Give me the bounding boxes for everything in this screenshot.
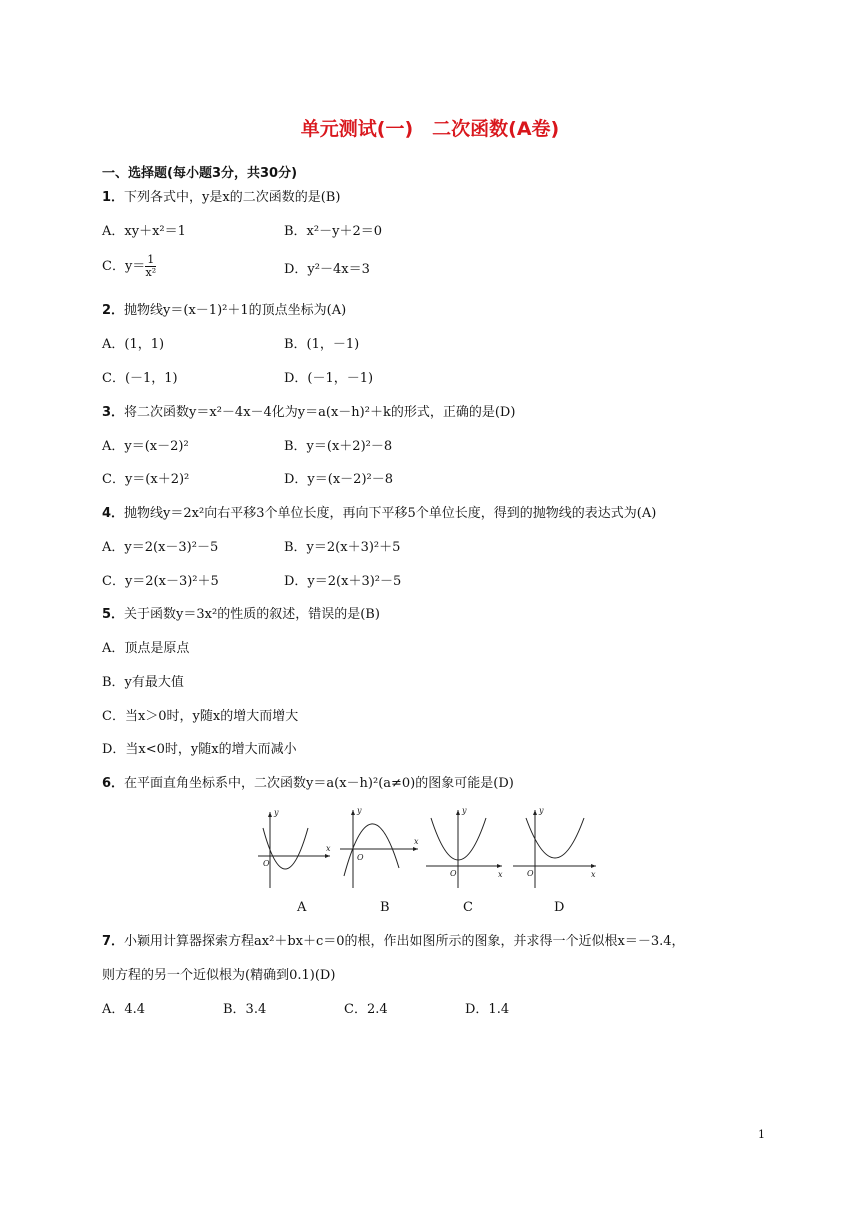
y-label: y <box>462 806 467 815</box>
x-axis-arrow <box>325 854 330 858</box>
page-number: 1 <box>758 1128 765 1141</box>
question-text: 抛物线y＝2x²向右平移3个单位长度，再向下平移5个单位长度，得到的抛物线的表达式为(A) <box>124 506 657 521</box>
x-axis-arrow <box>413 847 418 851</box>
question-3 <box>102 404 515 422</box>
option-a: A．4.4 <box>102 1002 146 1017</box>
graph-label-c: C <box>463 900 473 915</box>
origin-label: O <box>357 853 364 862</box>
option-a: A．(1，1) <box>102 337 165 352</box>
question-text: 下列各式中，y是x的二次函数的是(B) <box>124 190 341 205</box>
question-number: 7． <box>102 934 125 949</box>
graph-d <box>513 806 596 888</box>
y-label: y <box>274 808 279 817</box>
option-a: A．y＝(x－2)² <box>102 439 189 454</box>
option-b: B．(1，－1) <box>284 337 360 352</box>
section-heading: 一、选择题(每小题3分，共30分) <box>102 166 298 181</box>
x-label: x <box>326 844 331 853</box>
option-d: D．y＝2(x＋3)²－5 <box>284 574 402 589</box>
option-b: B．y＝(x＋2)²－8 <box>284 439 393 454</box>
question-number: 3． <box>102 405 125 420</box>
question-number: 1． <box>102 190 125 205</box>
option-b: B．y＝2(x＋3)²＋5 <box>284 540 401 555</box>
question-2 <box>102 302 346 320</box>
x-axis-arrow <box>591 864 596 868</box>
option-b: B．y有最大值 <box>102 675 184 690</box>
y-axis-arrow <box>533 810 537 815</box>
y-label: y <box>357 806 362 815</box>
question-text: 抛物线y＝(x－1)²＋1的顶点坐标为(A) <box>124 303 347 318</box>
question-text: 将二次函数y＝x²－4x－4化为y＝a(x－h)²＋k的形式，正确的是(D) <box>124 405 516 420</box>
y-label: y <box>539 806 544 815</box>
option-c: C．y＝(x＋2)² <box>102 472 190 487</box>
x-label: x <box>498 870 503 879</box>
x-label: x <box>414 837 419 846</box>
question-4 <box>102 505 656 523</box>
option-c: C．(－1，1) <box>102 371 178 386</box>
option-d: D．y²－4x＝3 <box>284 262 370 277</box>
graph-a <box>258 808 331 888</box>
question-text: 在平面直角坐标系中，二次函数y＝a(x－h)²(a≠0)的图象可能是(D) <box>124 776 514 791</box>
page-title: 单元测试(一) 二次函数(A卷) <box>300 118 560 140</box>
option-c: C．2.4 <box>344 1002 388 1017</box>
origin-label: O <box>263 859 270 868</box>
option-d: D．当x<0时，y随x的增大而减小 <box>102 742 297 757</box>
question-number: 2． <box>102 303 125 318</box>
option-a: A．y＝2(x－3)²－5 <box>102 540 219 555</box>
y-axis-arrow <box>456 810 460 815</box>
question-text: 小颖用计算器探索方程ax²＋bx＋c＝0的根，作出如图所示的图象，并求得一个近似根x＝－3.4， <box>124 934 685 949</box>
option-a: A．xy＋x²＝1 <box>102 224 186 239</box>
question-number: 5． <box>102 607 125 622</box>
option-d: D．(－1，－1) <box>284 371 374 386</box>
option-d: D．1.4 <box>465 1002 510 1017</box>
parabola-graphs <box>258 806 598 896</box>
option-c: C．当x＞0时，y随x的增大而增大 <box>102 709 299 724</box>
parabola <box>344 824 399 876</box>
graph-label-b: B <box>380 900 390 915</box>
option-c: C．y＝2(x－3)²＋5 <box>102 574 219 589</box>
question-5 <box>102 606 380 624</box>
x-axis-arrow <box>497 864 502 868</box>
question-number: 6． <box>102 776 125 791</box>
option-c-prefix: C．y＝ <box>102 259 146 274</box>
option-d: D．y＝(x－2)²－8 <box>284 472 393 487</box>
fraction <box>145 254 156 279</box>
graph-b <box>340 806 419 888</box>
question-7 <box>102 933 685 951</box>
x-label: x <box>591 870 596 879</box>
option-b: B．3.4 <box>223 1002 267 1017</box>
option-b: B．x²－y＋2＝0 <box>284 224 382 239</box>
question-1 <box>102 189 340 207</box>
numerator: 1 <box>147 253 155 266</box>
origin-label: O <box>527 869 534 878</box>
graph-label-a: A <box>297 900 307 915</box>
question-7-continued: 则方程的另一个近似根为(精确到0.1)(D) <box>102 968 336 983</box>
option-a: A．顶点是原点 <box>102 641 190 656</box>
graph-c <box>426 806 503 888</box>
graph-label-d: D <box>554 900 565 915</box>
question-text: 关于函数y＝3x²的性质的叙述，错误的是(B) <box>124 607 380 622</box>
y-axis-arrow <box>268 812 272 817</box>
origin-label: O <box>450 869 457 878</box>
option-c <box>102 254 156 279</box>
question-number: 4． <box>102 506 125 521</box>
y-axis-arrow <box>351 810 355 815</box>
question-6 <box>102 775 514 793</box>
denominator: x² <box>145 266 157 279</box>
